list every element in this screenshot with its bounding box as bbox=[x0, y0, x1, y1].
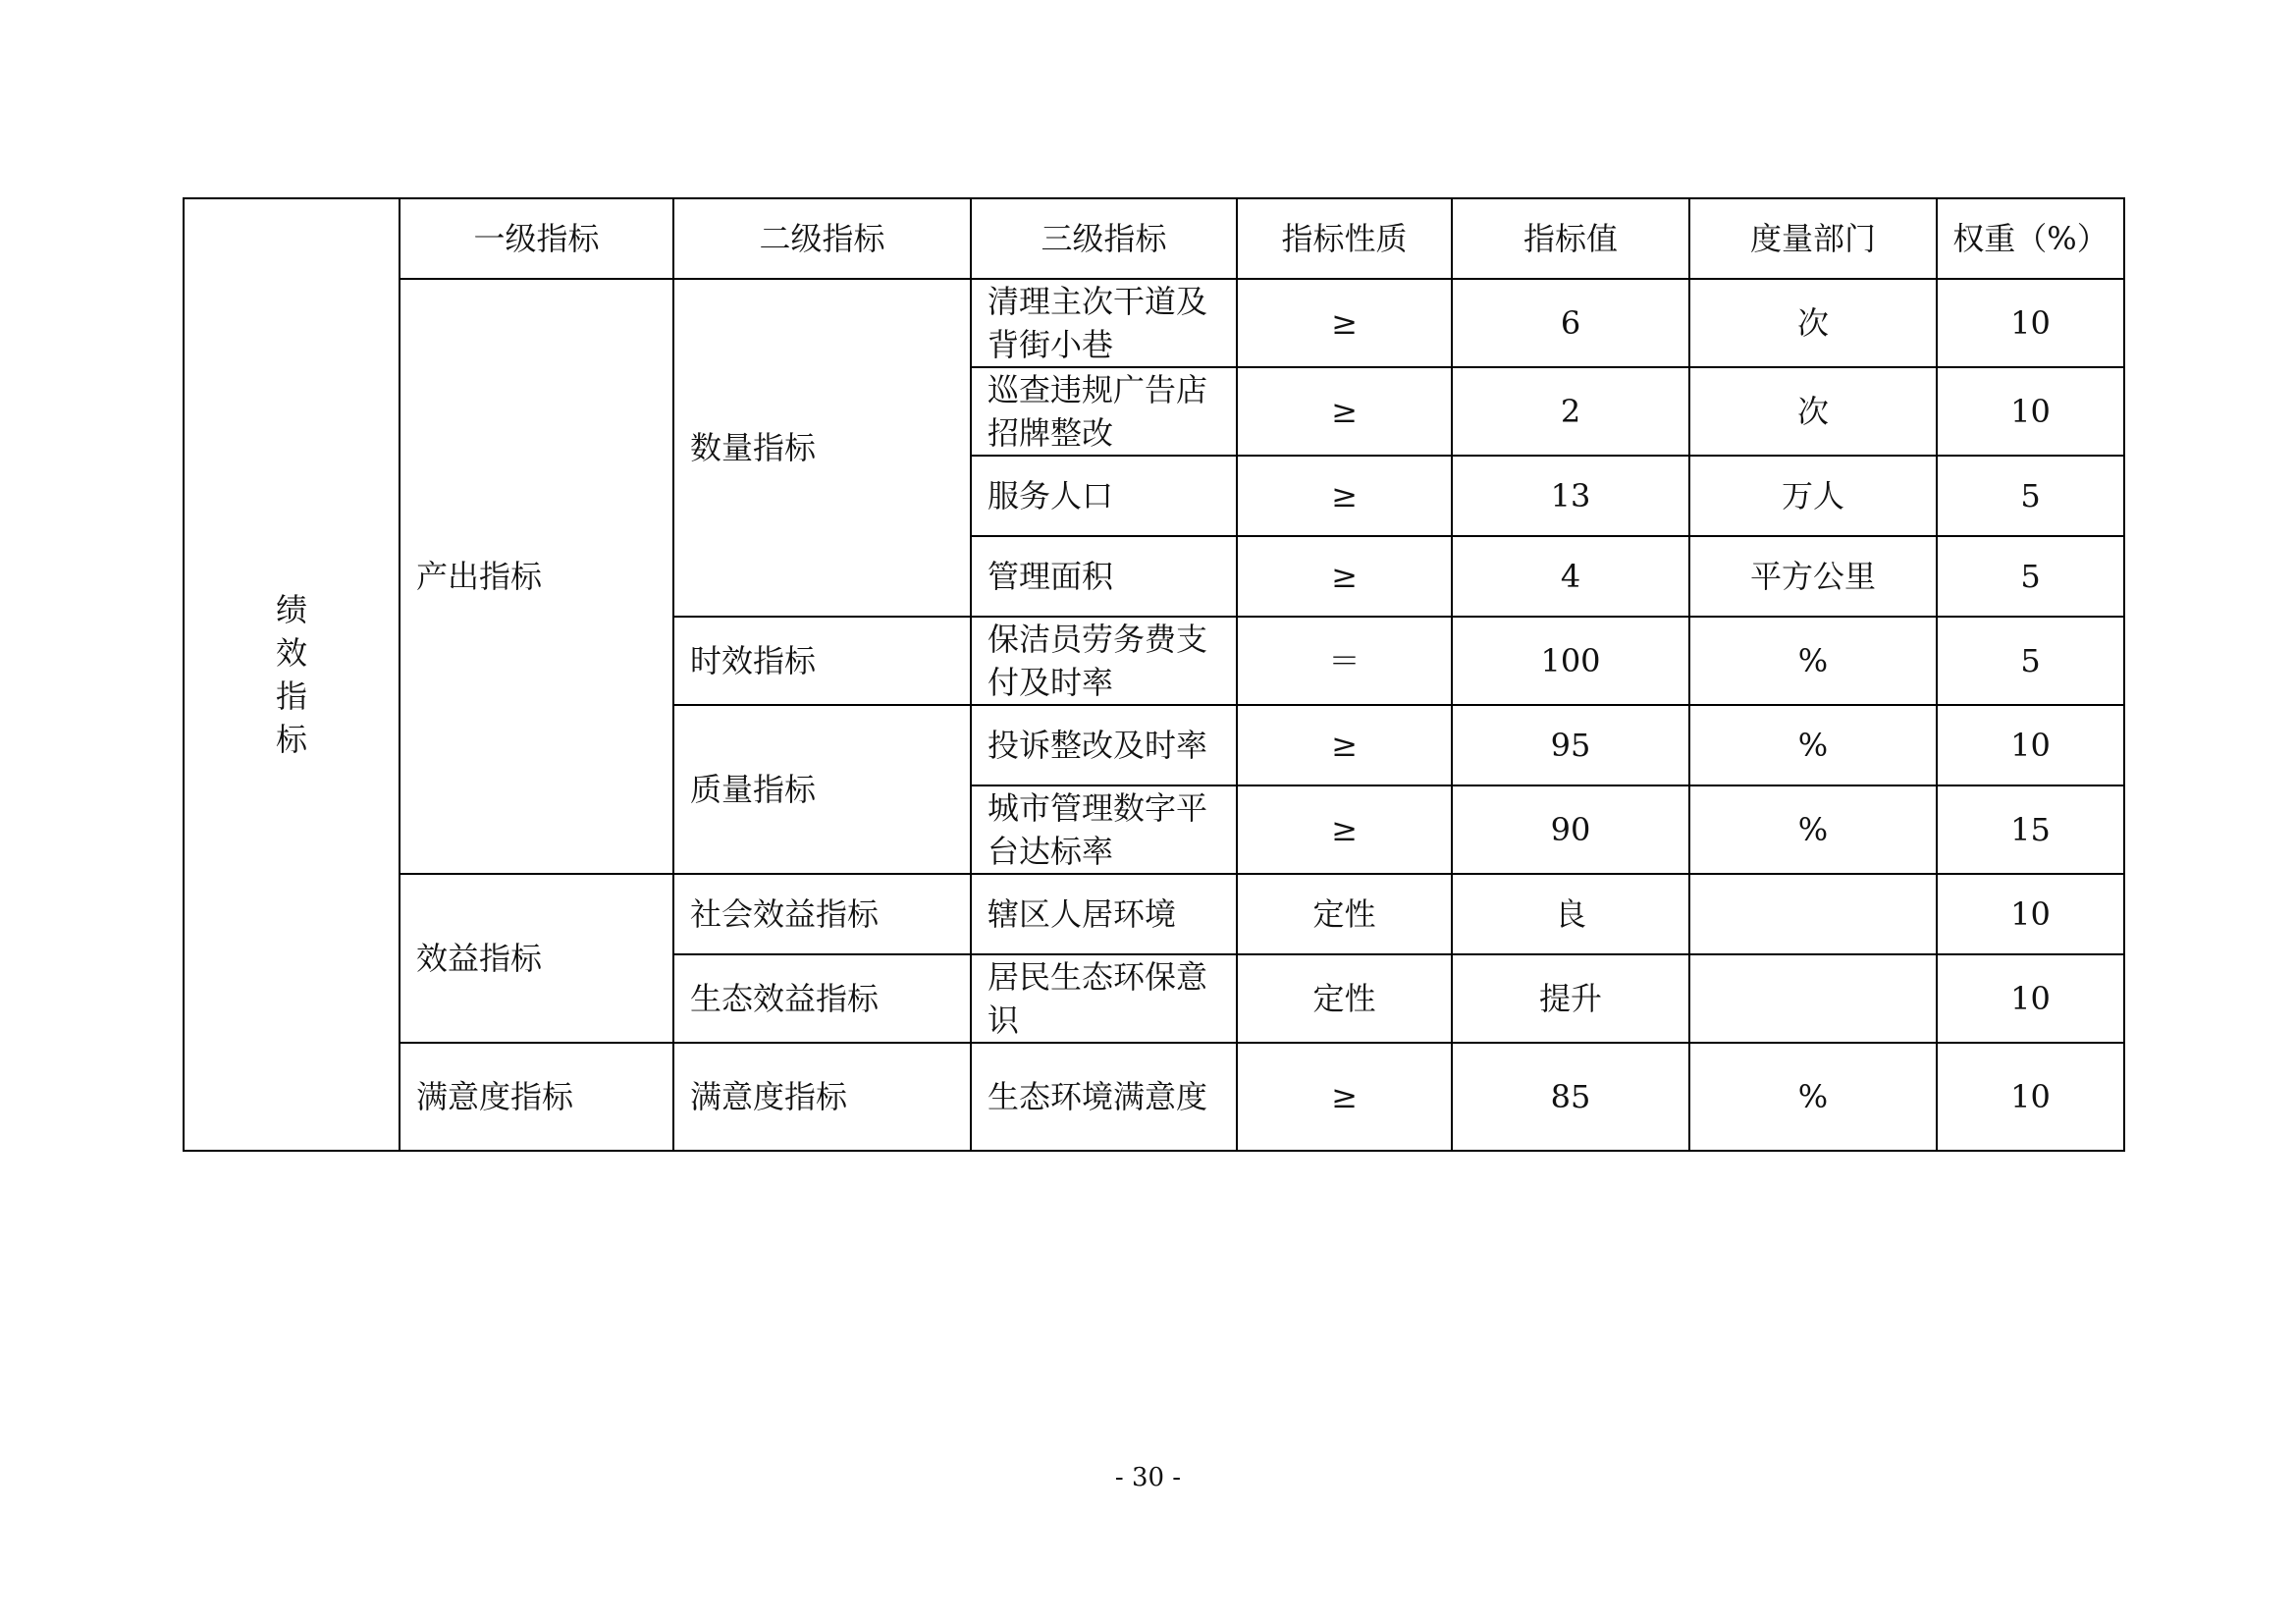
value-cell: 85 bbox=[1452, 1043, 1689, 1151]
value-cell: 13 bbox=[1452, 456, 1689, 536]
header-weight: 权重（%） bbox=[1937, 198, 2124, 279]
weight-cell: 5 bbox=[1937, 536, 2124, 617]
value-cell: 90 bbox=[1452, 785, 1689, 874]
indicator-cell: 生态环境满意度 bbox=[971, 1043, 1237, 1151]
weight-cell: 5 bbox=[1937, 617, 2124, 705]
side-label-char: 指 bbox=[275, 677, 307, 715]
unit-cell: % bbox=[1689, 705, 1937, 785]
nature-cell: 定性 bbox=[1237, 874, 1452, 954]
indicator-cell: 居民生态环保意识 bbox=[971, 954, 1237, 1043]
level2-satisfaction: 满意度指标 bbox=[673, 1043, 971, 1151]
level2-social: 社会效益指标 bbox=[673, 874, 971, 954]
nature-cell: ≥ bbox=[1237, 456, 1452, 536]
unit-cell bbox=[1689, 954, 1937, 1043]
unit-cell: 次 bbox=[1689, 367, 1937, 456]
unit-cell: % bbox=[1689, 617, 1937, 705]
unit-cell: % bbox=[1689, 1043, 1937, 1151]
header-unit: 度量部门 bbox=[1689, 198, 1937, 279]
indicator-cell: 清理主次干道及背街小巷 bbox=[971, 279, 1237, 367]
unit-cell: 平方公里 bbox=[1689, 536, 1937, 617]
header-value: 指标值 bbox=[1452, 198, 1689, 279]
nature-cell: 定性 bbox=[1237, 954, 1452, 1043]
nature-cell: ≥ bbox=[1237, 279, 1452, 367]
header-level3: 三级指标 bbox=[971, 198, 1237, 279]
nature-cell: ≥ bbox=[1237, 536, 1452, 617]
table-row bbox=[184, 1043, 2124, 1151]
nature-cell: ＝ bbox=[1237, 617, 1452, 705]
nature-cell: ≥ bbox=[1237, 705, 1452, 785]
indicator-cell: 巡查违规广告店招牌整改 bbox=[971, 367, 1237, 456]
value-cell: 100 bbox=[1452, 617, 1689, 705]
value-cell: 4 bbox=[1452, 536, 1689, 617]
level2-quantity: 数量指标 bbox=[673, 279, 971, 617]
indicator-cell: 保洁员劳务费支付及时率 bbox=[971, 617, 1237, 705]
level2-ecological: 生态效益指标 bbox=[673, 954, 971, 1043]
value-cell: 2 bbox=[1452, 367, 1689, 456]
unit-cell bbox=[1689, 874, 1937, 954]
header-level2: 二级指标 bbox=[673, 198, 971, 279]
table-header-row bbox=[184, 198, 2124, 279]
value-cell: 提升 bbox=[1452, 954, 1689, 1043]
level2-quality: 质量指标 bbox=[673, 705, 971, 874]
weight-cell: 10 bbox=[1937, 954, 2124, 1043]
level1-benefit: 效益指标 bbox=[400, 874, 673, 1043]
level1-satisfaction: 满意度指标 bbox=[400, 1043, 673, 1151]
weight-cell: 10 bbox=[1937, 1043, 2124, 1151]
side-label-char: 效 bbox=[275, 634, 307, 672]
value-cell: 6 bbox=[1452, 279, 1689, 367]
weight-cell: 5 bbox=[1937, 456, 2124, 536]
value-cell: 良 bbox=[1452, 874, 1689, 954]
table-row bbox=[184, 279, 2124, 367]
weight-cell: 15 bbox=[1937, 785, 2124, 874]
weight-cell: 10 bbox=[1937, 705, 2124, 785]
weight-cell: 10 bbox=[1937, 367, 2124, 456]
weight-cell: 10 bbox=[1937, 874, 2124, 954]
header-level1: 一级指标 bbox=[400, 198, 673, 279]
level1-output: 产出指标 bbox=[400, 279, 673, 874]
side-label-char: 绩 bbox=[275, 591, 307, 628]
indicator-cell: 服务人口 bbox=[971, 456, 1237, 536]
unit-cell: % bbox=[1689, 785, 1937, 874]
unit-cell: 次 bbox=[1689, 279, 1937, 367]
table-row bbox=[184, 874, 2124, 954]
page-number: - 30 - bbox=[1114, 1463, 1182, 1492]
side-label-cell bbox=[184, 198, 400, 1151]
performance-indicator-table bbox=[183, 197, 2125, 1152]
indicator-cell: 管理面积 bbox=[971, 536, 1237, 617]
indicator-cell: 辖区人居环境 bbox=[971, 874, 1237, 954]
header-nature: 指标性质 bbox=[1237, 198, 1452, 279]
unit-cell: 万人 bbox=[1689, 456, 1937, 536]
nature-cell: ≥ bbox=[1237, 785, 1452, 874]
value-cell: 95 bbox=[1452, 705, 1689, 785]
indicator-cell: 投诉整改及时率 bbox=[971, 705, 1237, 785]
level2-timeliness: 时效指标 bbox=[673, 617, 971, 705]
indicator-cell: 城市管理数字平台达标率 bbox=[971, 785, 1237, 874]
weight-cell: 10 bbox=[1937, 279, 2124, 367]
nature-cell: ≥ bbox=[1237, 1043, 1452, 1151]
side-label-char: 标 bbox=[275, 721, 307, 758]
nature-cell: ≥ bbox=[1237, 367, 1452, 456]
